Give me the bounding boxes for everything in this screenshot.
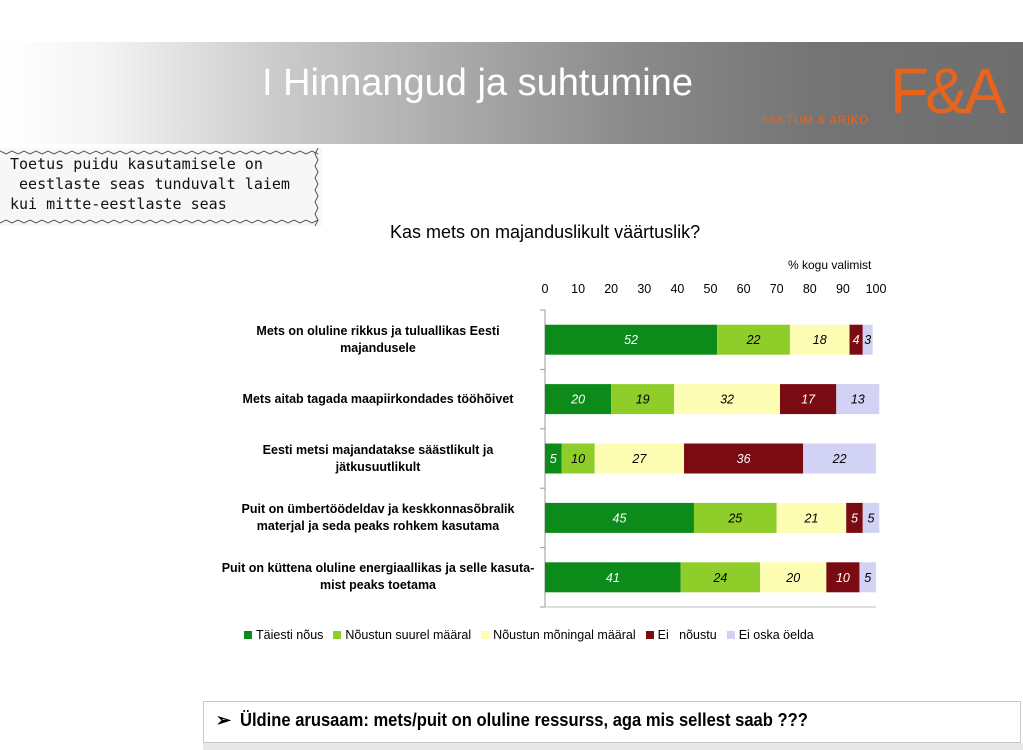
legend-swatch bbox=[244, 631, 252, 639]
x-tick-label: 90 bbox=[835, 282, 850, 296]
note-line: eestlaste seas tunduvalt laiem bbox=[10, 175, 290, 193]
legend-label: Täiesti nõus bbox=[256, 628, 324, 642]
summary-text: Üldine arusaam: mets/puit on oluline ressurss, aga mis sellest saab ??? bbox=[240, 710, 808, 730]
data-label: 20 bbox=[786, 570, 801, 585]
data-label: 20 bbox=[571, 392, 586, 407]
legend-swatch bbox=[333, 631, 341, 639]
data-label: 22 bbox=[746, 333, 761, 348]
legend-item bbox=[646, 628, 717, 642]
category-label: Puit on ümbertöödeldav ja keskkonnasõbralik materjal ja seda peaks rohkem kasutama bbox=[241, 501, 515, 533]
data-label: 5 bbox=[864, 570, 872, 585]
legend-item bbox=[244, 628, 323, 642]
data-label: 25 bbox=[728, 511, 743, 526]
x-tick-label: 40 bbox=[670, 282, 685, 296]
x-tick-label: 80 bbox=[802, 282, 817, 296]
data-label: 17 bbox=[801, 392, 816, 407]
x-tick-label: 70 bbox=[769, 282, 784, 296]
legend-item bbox=[333, 628, 471, 642]
chart-title: Kas mets on majanduslikult väärtuslik? bbox=[390, 222, 701, 242]
note-line: kui mitte-eestlaste seas bbox=[10, 195, 227, 213]
data-label: 19 bbox=[635, 392, 650, 407]
data-label: 4 bbox=[852, 333, 860, 348]
legend-item bbox=[727, 628, 814, 642]
data-label: 3 bbox=[864, 333, 872, 348]
arrow-bullet-icon: ➢ bbox=[216, 710, 232, 730]
data-label: 21 bbox=[804, 511, 819, 526]
data-label: 5 bbox=[867, 511, 875, 526]
data-label: 10 bbox=[835, 570, 850, 585]
x-tick-label: 100 bbox=[865, 282, 887, 296]
slide-title: I Hinnangud ja suhtumine bbox=[262, 62, 693, 104]
chart-legend bbox=[244, 628, 824, 642]
summary-box bbox=[203, 701, 1021, 743]
x-tick-label: 30 bbox=[637, 282, 652, 296]
legend-swatch bbox=[646, 631, 654, 639]
company-logo-text: FAKTUM & ARIKO bbox=[762, 113, 870, 127]
bottom-bar bbox=[203, 743, 1023, 750]
category-label: Mets on oluline rikkus ja tuluallikas Eesti majandusele bbox=[256, 323, 500, 355]
legend-label: Ei oska öelda bbox=[738, 628, 814, 642]
data-label: 41 bbox=[605, 570, 620, 585]
category-label: Eesti metsi majandatakse säästlikult ja jätkusuutlikult bbox=[262, 442, 494, 474]
legend-swatch bbox=[481, 631, 489, 639]
x-tick-label: 10 bbox=[571, 282, 586, 296]
legend-label: Nõustun suurel määral bbox=[345, 628, 472, 642]
x-tick-label: 60 bbox=[736, 282, 751, 296]
legend-swatch bbox=[727, 631, 735, 639]
legend-label: Nõustun mõningal määral bbox=[493, 628, 636, 642]
data-label: 5 bbox=[851, 511, 858, 526]
data-label: 22 bbox=[832, 452, 847, 466]
company-logo: F&A bbox=[890, 55, 1003, 127]
category-label: Puit on küttena oluline energiaallikas ja selle kasuta-mist peaks toetama bbox=[221, 561, 535, 593]
x-tick-label: 0 bbox=[541, 282, 549, 296]
data-label: 27 bbox=[632, 452, 647, 466]
legend-item bbox=[481, 628, 635, 642]
data-label: 36 bbox=[736, 452, 751, 466]
data-label: 18 bbox=[812, 333, 827, 348]
category-label: Mets aitab tagada maapiirkondades tööhõivet bbox=[242, 391, 514, 406]
legend-label: Ei nõustu bbox=[657, 628, 717, 642]
data-label: 5 bbox=[549, 452, 557, 466]
data-label: 52 bbox=[624, 333, 639, 348]
data-label: 24 bbox=[713, 570, 728, 585]
note-line: Toetus puidu kasutamisele on bbox=[10, 155, 263, 173]
data-label: 10 bbox=[571, 452, 586, 466]
data-label: 32 bbox=[720, 392, 735, 407]
data-label: 45 bbox=[612, 511, 627, 526]
data-label: 13 bbox=[850, 392, 865, 407]
x-tick-label: 50 bbox=[703, 282, 718, 296]
unit-label: % kogu valimist bbox=[788, 258, 872, 272]
x-tick-label: 20 bbox=[604, 282, 619, 296]
